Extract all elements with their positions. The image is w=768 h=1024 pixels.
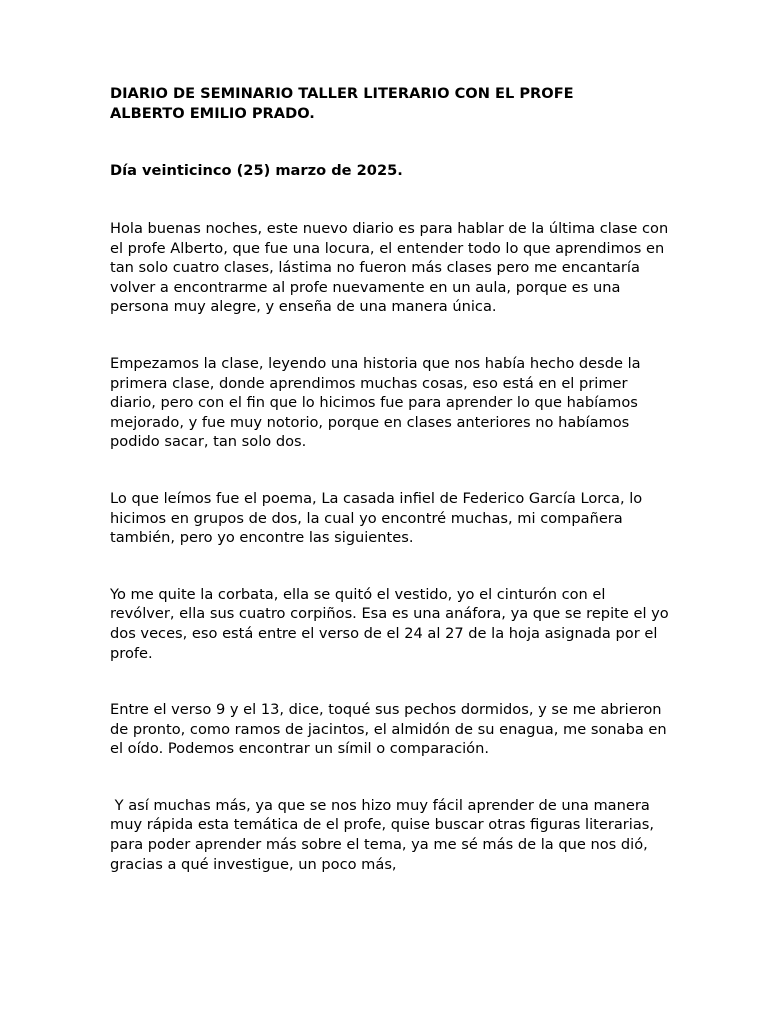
paragraph-3: Lo que leímos fue el poema, La casada infiel de Federico García Lorca, lo hicimos en grupos de dos, la cual yo encontré muchas, mi compañera también, pero yo encontre las siguientes. [110, 489, 643, 547]
paragraph-5: Entre el verso 9 y el 13, dice, toqué sus pechos dormidos, y se me abrieron de pronto, como ramos de jacintos, el almidón de su enagua, me sonaba en el oído. Podemos encontrar un símil o comparación. [110, 701, 667, 758]
document-date: Día veinticinco (25) marzo de 2025. [110, 162, 403, 179]
paragraph-1: Hola buenas noches, este nuevo diario es para hablar de la última clase con el profe Alberto, que fue una locura, el entender todo lo que aprendimos en tan solo cuatro clases, lástima no fueron más clases pero me encantaría volver a encontrarme al profe nuevamente en un aula, porque es una persona muy alegre, y enseña de una manera única. [110, 220, 669, 316]
paragraph-6: Y así muchas más, ya que se nos hizo muy fácil aprender de una manera muy rápida esta temática de el profe, quise buscar otras figuras literarias, para poder aprender más sobre el tema, ya me sé más de la que nos dió, gracias a qué investigue, un poco más, [110, 796, 659, 873]
paragraph-2: Empezamos la clase, leyendo una historia que nos había hecho desde la primera clase, donde aprendimos muchas cosas, eso está en el primer diario, pero con el fin que lo hicimos fue para aprender lo que habíamos mejorado, y fue muy notorio, porque en clases anteriores no habíamos podido sacar, tan solo dos. [110, 354, 641, 451]
paragraph-4: Yo me quite la corbata, ella se quitó el vestido, yo el cinturón con el revólver, ella sus cuatro corpiños. Esa es una anáfora, ya que se repite el yo dos veces, eso está entre el verso de el 24 al 27 de la hoja asignada por el profe. [110, 585, 669, 662]
document-page [110, 84, 670, 874]
document-title: DIARIO DE SEMINARIO TALLER LITERARIO CON EL PROFE ALBERTO EMILIO PRADO. [110, 85, 574, 122]
